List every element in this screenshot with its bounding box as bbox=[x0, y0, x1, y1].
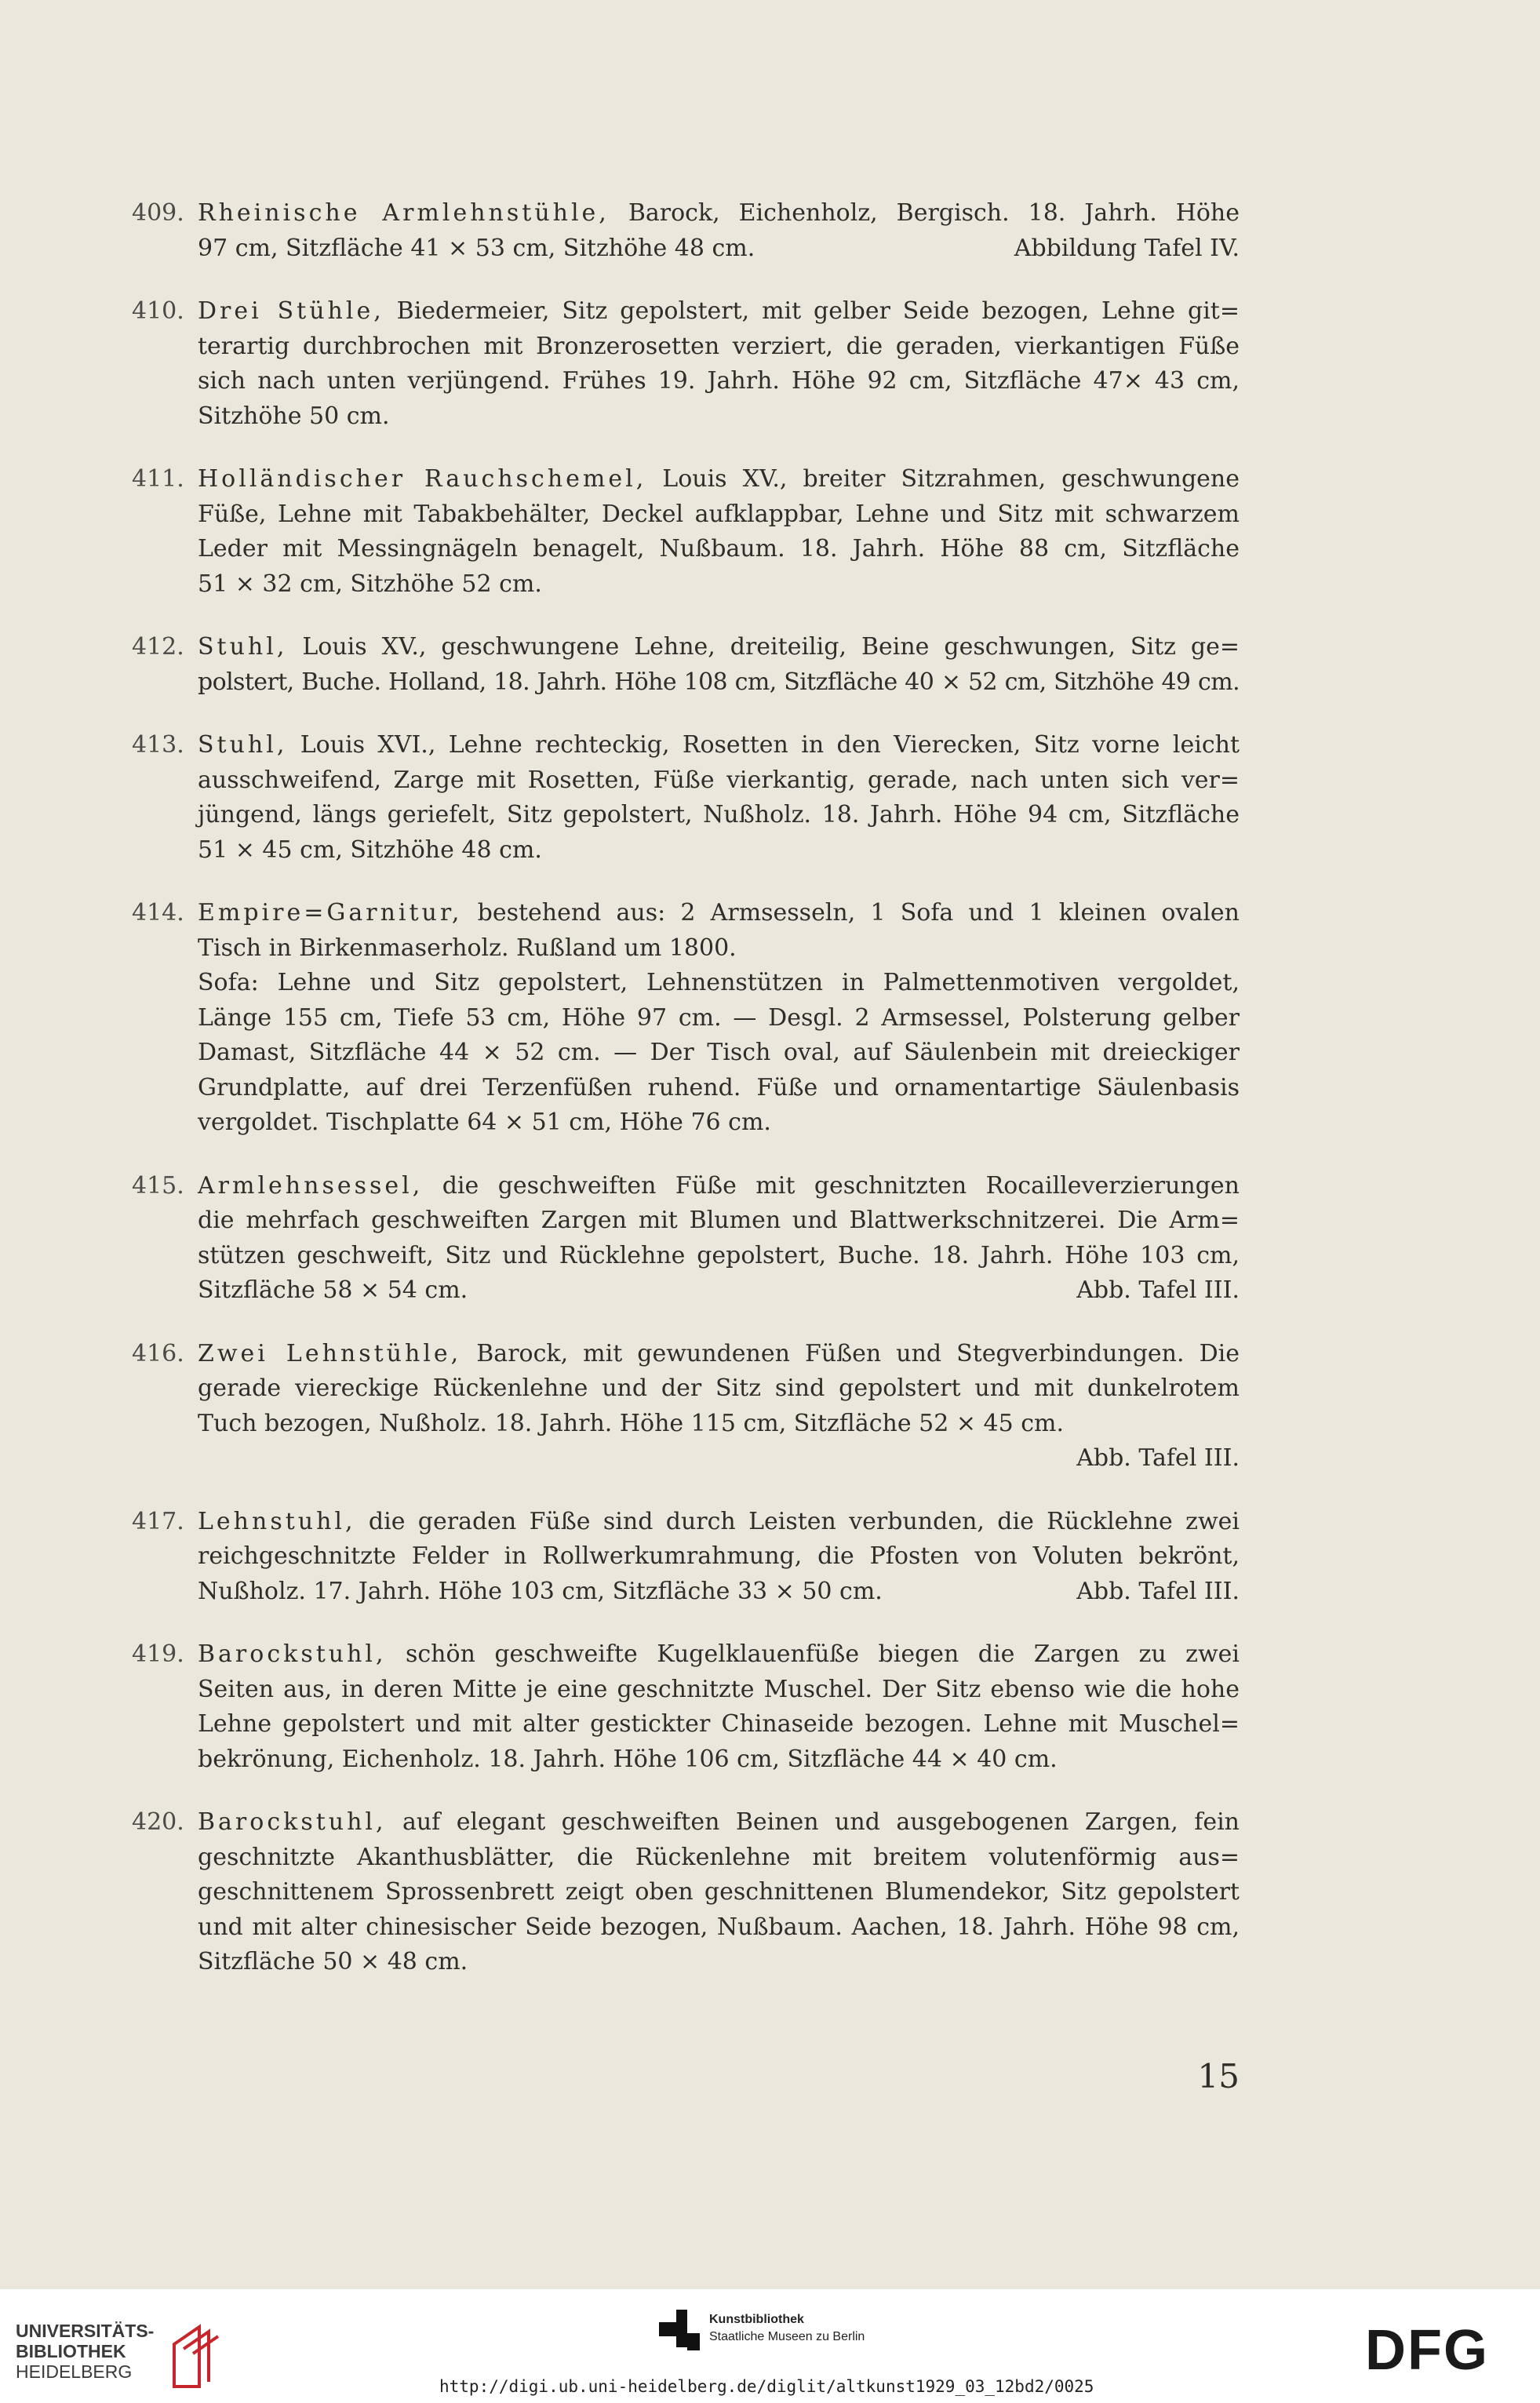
entry-line: Leder mit Messingnägeln benagelt, Nußbaum. 18. Jahrh. Höhe 88 cm, Sitzfläche bbox=[198, 535, 1240, 563]
entry-line bbox=[198, 1337, 1240, 1372]
entry-line: Sofa: Lehne und Sitz gepolstert, Lehnenstützen in Palmettenmotiven vergoldet, bbox=[198, 969, 1240, 996]
entry-line bbox=[198, 896, 1240, 931]
kunstbibliothek-mark-icon bbox=[657, 2307, 703, 2354]
entry-text bbox=[198, 294, 1240, 434]
entry-number: 414. bbox=[132, 899, 184, 927]
kb-title: Kunstbibliothek bbox=[709, 2313, 804, 2326]
catalog-entry-420 bbox=[132, 1805, 1240, 1980]
entry-line: Tisch in Birkenmaserholz. Rußland um 1800. bbox=[198, 934, 737, 962]
entry-line: und mit alter chinesischer Seide bezogen, Nußbaum. Aachen, 18. Jahrh. Höhe 98 cm, bbox=[198, 1913, 1240, 1941]
entry-heading: Empire=Garnitur, bbox=[198, 899, 463, 927]
plate-reference: Abb. Tafel III. bbox=[1076, 1444, 1240, 1472]
entry-line-text: Louis XV., geschwungene Lehne, dreiteilig, Beine geschwungen, Sitz ge= bbox=[287, 633, 1240, 661]
entry-number: 411. bbox=[132, 465, 184, 493]
dfg-logo[interactable]: DFG bbox=[1365, 2319, 1489, 2382]
catalog-entry-417 bbox=[132, 1505, 1240, 1610]
entry-line: terartig durchbrochen mit Bronzerosetten verziert, die geraden, vierkantigen Füße bbox=[198, 332, 1240, 360]
entry-line bbox=[198, 1169, 1240, 1204]
entry-heading: Barockstuhl, bbox=[198, 1640, 387, 1668]
entry-number: 419. bbox=[132, 1640, 184, 1668]
entry-line-text: Louis XV., breiter Sitzrahmen, geschwungene bbox=[646, 465, 1240, 493]
catalog-entry-411 bbox=[132, 462, 1240, 602]
entry-line: bekrönung, Eichenholz. 18. Jahrh. Höhe 106 cm, Sitzfläche 44 × 40 cm. bbox=[198, 1745, 1058, 1773]
entry-line: 51 × 45 cm, Sitzhöhe 48 cm. bbox=[198, 836, 542, 864]
ub-line: UNIVERSITÄTS- bbox=[16, 2321, 155, 2341]
entry-line: geschnitzte Akanthusblätter, die Rückenlehne mit breitem volutenförmig aus= bbox=[198, 1843, 1240, 1871]
ub-line: HEIDELBERG bbox=[16, 2361, 133, 2382]
entry-line-text: Sitzfläche 58 × 54 cm. bbox=[198, 1276, 468, 1304]
entry-line bbox=[198, 1273, 1240, 1309]
permalink-url[interactable]: http://digi.ub.uni-heidelberg.de/diglit/altkunst1929_03_12bd2/0025 bbox=[439, 2377, 1094, 2396]
catalog-entry-409 bbox=[132, 196, 1240, 266]
entry-line: sich nach unten verjüngend. Frühes 19. Jahrh. Höhe 92 cm, Sitzfläche 47× 43 cm, bbox=[198, 367, 1240, 395]
entry-heading: Barockstuhl, bbox=[198, 1808, 387, 1836]
entry-text bbox=[198, 1169, 1240, 1309]
entry-text bbox=[198, 1637, 1240, 1777]
entry-line: ausschweifend, Zarge mit Rosetten, Füße vierkantig, gerade, nach unten sich ver= bbox=[198, 766, 1240, 794]
entry-line-text: die geraden Füße sind durch Leisten verbunden, die Rücklehne zwei bbox=[355, 1507, 1240, 1535]
entry-text bbox=[198, 1805, 1240, 1980]
entry-heading: Drei Stühle, bbox=[198, 297, 384, 325]
catalog-entry-412 bbox=[132, 630, 1240, 700]
entry-number: 415. bbox=[132, 1171, 184, 1200]
plate-reference: Abbildung Tafel IV. bbox=[1014, 234, 1240, 262]
entry-line bbox=[198, 1805, 1240, 1840]
entry-line: stützen geschweift, Sitz und Rücklehne gepolstert, Buche. 18. Jahrh. Höhe 103 cm, bbox=[198, 1241, 1240, 1269]
entry-line: Länge 155 cm, Tiefe 53 cm, Höhe 97 cm. — Desgl. 2 Armsessel, Polsterung gelber bbox=[198, 1003, 1240, 1032]
entry-text bbox=[198, 196, 1240, 266]
entry-heading: Armlehnsessel, bbox=[198, 1171, 424, 1200]
entry-line: jüngend, längs geriefelt, Sitz gepolstert, Nußholz. 18. Jahrh. Höhe 94 cm, Sitzfläche bbox=[198, 801, 1240, 828]
entry-line-text: Biedermeier, Sitz gepolstert, mit gelber Seide bezogen, Lehne git= bbox=[384, 297, 1240, 325]
entry-line: Lehne gepolstert und mit alter gestickter Chinaseide bezogen. Lehne mit Muschel= bbox=[198, 1710, 1240, 1738]
entry-line bbox=[198, 294, 1240, 330]
catalog-entry-416 bbox=[132, 1337, 1240, 1476]
entry-line-text: Barock, mit gewundenen Füßen und Stegverbindungen. Die bbox=[461, 1339, 1240, 1367]
entry-line bbox=[198, 1575, 1240, 1610]
entry-text bbox=[198, 462, 1240, 602]
kunstbibliothek-name bbox=[709, 2311, 865, 2346]
university-library-name bbox=[16, 2321, 154, 2382]
page-number: 15 bbox=[1197, 2057, 1240, 2095]
ub-bracket-icon bbox=[166, 2321, 221, 2390]
entry-heading: Rheinische Armlehnstühle, bbox=[198, 199, 610, 227]
entry-line-text: die geschweiften Füße mit geschnitzten Rocailleverzierungen bbox=[423, 1171, 1240, 1200]
entry-line-text: auf elegant geschweiften Beinen und ausgebogenen Zargen, fein bbox=[386, 1808, 1240, 1836]
entry-line: gerade viereckige Rückenlehne und der Sitz sind gepolstert und mit dunkelrotem bbox=[198, 1374, 1240, 1402]
entry-heading: Lehnstuhl, bbox=[198, 1507, 356, 1535]
plate-reference: Abb. Tafel III. bbox=[1076, 1276, 1240, 1304]
entry-line-text: schön geschweifte Kugelklauenfüße biegen die Zargen zu zwei bbox=[386, 1640, 1240, 1668]
catalog-entries bbox=[132, 196, 1240, 2008]
entry-line: geschnittenem Sprossenbrett zeigt oben geschnittenen Blumendekor, Sitz gepolstert bbox=[198, 1878, 1240, 1906]
entry-line: Damast, Sitzfläche 44 × 52 cm. — Der Tisch oval, auf Säulenbein mit dreieckiger bbox=[198, 1039, 1240, 1066]
catalog-entry-410 bbox=[132, 294, 1240, 434]
entry-heading: Stuhl, bbox=[198, 633, 288, 661]
entry-number: 409. bbox=[132, 199, 184, 227]
entry-number: 413. bbox=[132, 731, 184, 759]
catalog-entry-414 bbox=[132, 896, 1240, 1141]
entry-text bbox=[198, 728, 1240, 868]
entry-line: polstert, Buche. Holland, 18. Jahrh. Höhe 108 cm, Sitzfläche 40 × 52 cm, Sitzhöhe 49 cm. bbox=[198, 668, 1240, 696]
entry-line: Tuch bezogen, Nußholz. 18. Jahrh. Höhe 115 cm, Sitzfläche 52 × 45 cm. bbox=[198, 1409, 1064, 1437]
catalog-entry-419 bbox=[132, 1637, 1240, 1777]
entry-line: Seiten aus, in deren Mitte je eine geschnitzte Muschel. Der Sitz ebenso wie die hohe bbox=[198, 1675, 1240, 1703]
entry-line bbox=[198, 1505, 1240, 1540]
entry-line bbox=[198, 728, 1240, 763]
entry-line-text: Louis XVI., Lehne rechteckig, Rosetten in den Vierecken, Sitz vorne leicht bbox=[287, 731, 1240, 759]
entry-text bbox=[198, 896, 1240, 1141]
entry-line bbox=[198, 630, 1240, 665]
entry-number: 420. bbox=[132, 1808, 184, 1836]
entry-line bbox=[198, 231, 1240, 267]
entry-heading: Zwei Lehnstühle, bbox=[198, 1339, 462, 1367]
entry-text bbox=[198, 1337, 1240, 1476]
entry-number: 417. bbox=[132, 1507, 184, 1535]
entry-number: 416. bbox=[132, 1339, 184, 1367]
catalog-entry-413 bbox=[132, 728, 1240, 868]
ub-line: BIBLIOTHEK bbox=[16, 2341, 126, 2361]
entry-line-text: Nußholz. 17. Jahrh. Höhe 103 cm, Sitzfläche 33 × 50 cm. bbox=[198, 1577, 883, 1605]
entry-line bbox=[198, 1637, 1240, 1673]
entry-heading: Holländischer Rauchschemel, bbox=[198, 465, 647, 493]
entry-line bbox=[198, 196, 1240, 231]
entry-text bbox=[198, 630, 1240, 700]
entry-line: vergoldet. Tischplatte 64 × 51 cm, Höhe 76 cm. bbox=[198, 1109, 771, 1136]
entry-line: reichgeschnitzte Felder in Rollwerkumrahmung, die Pfosten von Voluten bekrönt, bbox=[198, 1542, 1240, 1570]
entry-text bbox=[198, 1505, 1240, 1610]
entry-heading: Stuhl, bbox=[198, 731, 288, 759]
entry-line: Sitzfläche 50 × 48 cm. bbox=[198, 1948, 468, 1975]
kunstbibliothek-logo[interactable] bbox=[657, 2307, 971, 2361]
entry-line bbox=[198, 462, 1240, 497]
entry-number: 412. bbox=[132, 633, 184, 661]
plate-reference: Abb. Tafel III. bbox=[1076, 1577, 1240, 1605]
entry-number: 410. bbox=[132, 297, 184, 325]
entry-line: Grundplatte, auf drei Terzenfüßen ruhend. Füße und ornamentartige Säulenbasis bbox=[198, 1073, 1240, 1101]
entry-line: die mehrfach geschweiften Zargen mit Blumen und Blattwerkschnitzerei. Die Arm= bbox=[198, 1207, 1240, 1234]
entry-line: 51 × 32 cm, Sitzhöhe 52 cm. bbox=[198, 570, 542, 598]
kb-subtitle: Staatliche Museen zu Berlin bbox=[709, 2330, 865, 2343]
entry-line-text: Barock, Eichenholz, Bergisch. 18. Jahrh. Höhe bbox=[609, 199, 1240, 227]
entry-line: Füße, Lehne mit Tabakbehälter, Deckel aufklappbar, Lehne und Sitz mit schwarzem bbox=[198, 500, 1240, 528]
entry-line: Sitzhöhe 50 cm. bbox=[198, 402, 390, 430]
university-library-logo[interactable] bbox=[16, 2321, 228, 2391]
entry-line-text: bestehend aus: 2 Armsesseln, 1 Sofa und 1 kleinen ovalen bbox=[462, 899, 1240, 927]
catalog-entry-415 bbox=[132, 1169, 1240, 1309]
entry-line-text: 97 cm, Sitzfläche 41 × 53 cm, Sitzhöhe 48 cm. bbox=[198, 234, 755, 262]
digitization-footer bbox=[0, 2289, 1540, 2403]
